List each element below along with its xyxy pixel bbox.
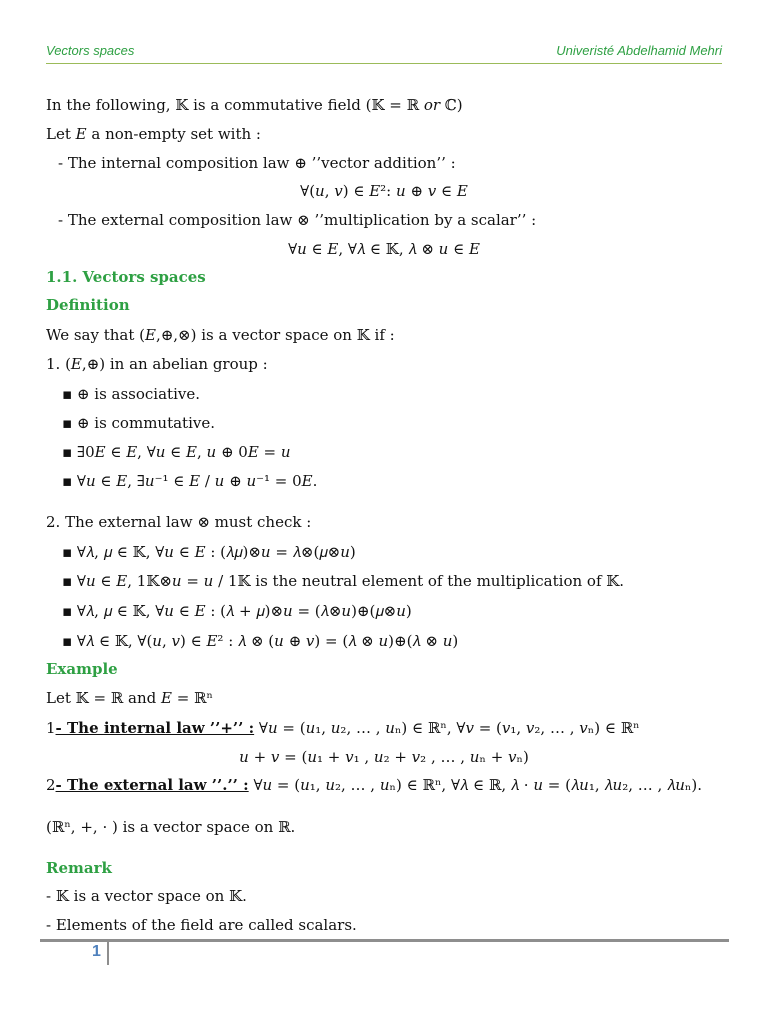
vector-space-statement: (ℝⁿ, +, · ) is a vector space on ℝ. [46,818,296,836]
internal-law-definition: ∀𝑢 = (𝑢₁, 𝑢₂, … , 𝑢ₙ) ∈ ℝⁿ, ∀𝑣 = (𝑣₁, 𝑣₂, … , 𝑣ₙ) ∈ ℝⁿ [254,719,640,737]
internal-law-sum: 𝑢 + 𝑣 = (𝑢₁ + 𝑣₁ , 𝑢₂ + 𝑣₂ , … , 𝑢ₙ + 𝑣ₙ) [239,748,529,766]
definition-line: We say that (𝐸,⊕,⊗) is a vector space on 𝕂 if : [46,326,395,344]
footer-divider [40,939,729,942]
item-number: 2 [46,776,56,794]
item-number: 1 [46,719,56,737]
bullet-ext-1: ▪ ∀𝜆, 𝜇 ∈ 𝕂, ∀𝑢 ∈ 𝐸 : (𝜆𝜇)⊗𝑢 = 𝜆⊗(𝜇⊗𝑢) [62,543,356,561]
internal-law-example [46,718,640,738]
internal-law-formula: ∀(𝑢, 𝑣) ∈ 𝐸²: 𝑢 ⊕ 𝑣 ∈ 𝐸 [300,182,468,200]
abelian-group-line: 1. (𝐸,⊕) in an abelian group : [46,355,268,373]
bullet-commutative: ▪ ⊕ is commutative. [62,414,215,432]
page-header [46,43,722,63]
page-number: 1 [92,943,101,960]
external-law-check-line: 2. The external law ⊗ must check : [46,513,312,531]
external-law-line: - The external composition law ⊗ ’’multiplication by a scalar’’ : [58,211,537,229]
definition-heading: Definition [46,296,130,314]
bullet-inverse: ▪ ∀𝑢 ∈ 𝐸, ∃𝑢⁻¹ ∈ 𝐸 / 𝑢 ⊕ 𝑢⁻¹ = 0𝐸. [62,472,318,490]
bullet-neutral: ▪ ∃0𝐸 ∈ 𝐸, ∀𝑢 ∈ 𝐸, 𝑢 ⊕ 0𝐸 = 𝑢 [62,443,291,461]
bullet-ext-3: ▪ ∀𝜆, 𝜇 ∈ 𝕂, ∀𝑢 ∈ 𝐸 : (𝜆 + 𝜇)⊗𝑢 = (𝜆⊗𝑢)⊕(𝜇⊗𝑢) [62,602,412,620]
page-number-separator [107,941,109,965]
example-heading: Example [46,660,118,678]
remark-line-1: - 𝕂 is a vector space on 𝕂. [46,887,247,905]
external-law-definition: ∀𝑢 = (𝑢₁, 𝑢₂, … , 𝑢ₙ) ∈ ℝⁿ, ∀𝜆 ∈ ℝ, 𝜆 · 𝑢 = (𝜆𝑢₁, 𝜆𝑢₂, … , 𝜆𝑢ₙ). [248,776,703,794]
bullet-ext-4: ▪ ∀𝜆 ∈ 𝕂, ∀(𝑢, 𝑣) ∈ 𝐸² : 𝜆 ⊗ (𝑢 ⊕ 𝑣) = (𝜆 ⊗ 𝑢)⊕(𝜆 ⊗ 𝑢) [62,632,459,650]
bullet-ext-2: ▪ ∀𝑢 ∈ 𝐸, 1𝕂⊗𝑢 = 𝑢 / 1𝕂 is the neutral element of the multiplication of 𝕂. [62,572,625,590]
header-divider [46,63,722,64]
header-institution: Univeristé Abdelhamid Mehri [556,43,722,58]
bullet-associative: ▪ ⊕ is associative. [62,385,200,403]
remark-line-2: - Elements of the field are called scalars. [46,916,357,934]
remark-heading: Remark [46,859,112,877]
intro-line: In the following, 𝕂 is a commutative field (𝕂 = ℝ 𝑜𝑟 ℂ) [46,96,463,114]
section-heading: 1.1. Vectors spaces [46,268,206,286]
example-let-line: Let 𝕂 = ℝ and 𝐸 = ℝⁿ [46,689,213,707]
internal-law-line: - The internal composition law ⊕ ’’vector addition’’ : [58,154,456,172]
external-law-example [46,775,702,795]
set-line: Let 𝐸 a non-empty set with : [46,125,261,143]
internal-law-label: - The internal law ’’+’’ : [55,719,255,737]
header-title: Vectors spaces [46,43,135,58]
external-law-label: - The external law ’’.’’ : [55,776,249,794]
external-law-formula: ∀𝑢 ∈ 𝐸, ∀𝜆 ∈ 𝕂, 𝜆 ⊗ 𝑢 ∈ 𝐸 [288,240,480,258]
